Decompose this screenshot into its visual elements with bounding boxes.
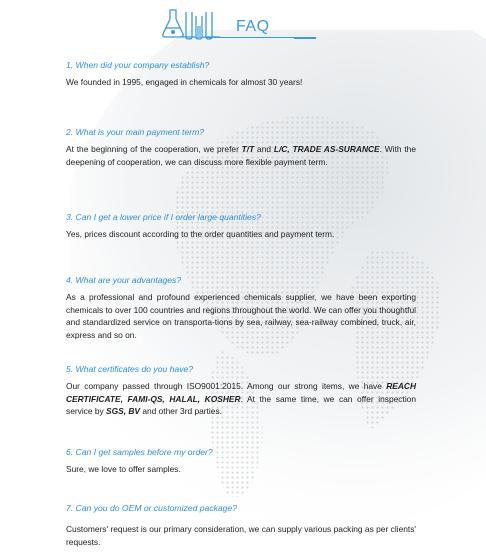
lab-glassware-icon [162, 6, 232, 40]
title-underline-accent [294, 37, 316, 39]
faq-answer: As a professional and profound experienced chemicals supplier, we have been exporting chemicals to over 100 countries and regions throughout the world. We can offer you thoughtful and standardized service on transporta-tions by sea, railway, sea-railway combined, truck, air, express and so on. [66, 292, 416, 340]
faq-answer: Our company passed through ISO9001:2015. Among our strong items, we have REACH CERTIFICATE, FAMI-QS, HALAL, KOSHER. At the same time, we can offer inspection service by SGS, BV and other 3rd parties. [66, 381, 416, 417]
faq-item-4 [66, 275, 416, 341]
page-title: FAQ [236, 18, 270, 35]
faq-question: 3. Can I get a lower price if I order large quantities? [66, 212, 261, 222]
faq-answer: Customers' request is our primary consideration, we can supply various packing as per clients' requests. [66, 524, 416, 547]
faq-item-7 [66, 503, 416, 548]
faq-header [162, 6, 322, 48]
faq-item-3 [66, 212, 416, 241]
faq-answer: Sure, we love to offer samples. [66, 464, 181, 474]
faq-question: 1. When did your company establish? [66, 60, 210, 70]
faq-item-6 [66, 447, 416, 476]
faq-question: 5. What certificates do you have? [66, 364, 194, 374]
faq-answer: At the beginning of the cooperation, we prefer T/T and L/C, TRADE AS-SURANCE. With the deepening of cooperation, we can discuss more flexible payment term. [66, 144, 416, 167]
faq-question: 7. Can you do OEM or customized package? [66, 503, 238, 513]
faq-answer: We founded in 1995, engaged in chemicals for almost 30 years! [66, 77, 303, 87]
faq-item-2 [66, 127, 416, 168]
faq-item-5 [66, 364, 416, 418]
faq-question: 6. Can I get samples before my order? [66, 447, 213, 457]
faq-question: 2. What is your main payment term? [66, 127, 205, 137]
faq-answer: Yes, prices discount according to the order quantities and payment term. [66, 229, 335, 239]
faq-item-1 [66, 60, 416, 89]
faq-question: 4. What are your advantages? [66, 275, 182, 285]
